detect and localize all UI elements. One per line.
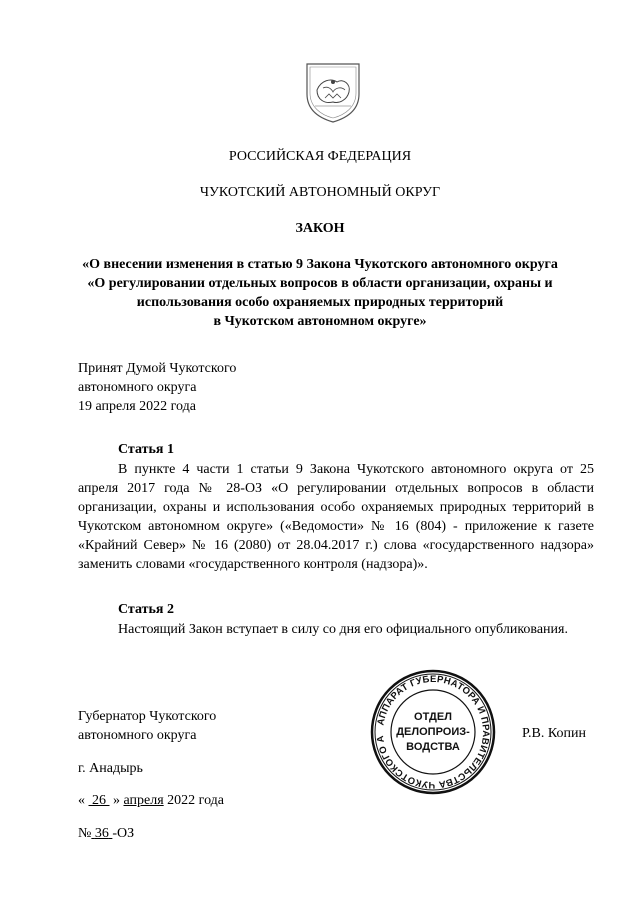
article-1-text: В пункте 4 части 1 статьи 9 Закона Чукотского автономного округа от 25 апреля 2017 года № 28-ОЗ «О регулировании отдельных вопросов в области организации, охраны и использования особо охраняемых природных территорий в Чукотском автономном округе» («Ведомости» № 16 (804) - приложение к газете «Крайний Север» № 16 (2080) от 28.04.2017 г.) слова «государственного надзора» заменить словами «государственного контроля (надзора)». bbox=[78, 462, 594, 572]
adoption-block bbox=[78, 359, 236, 416]
law-number bbox=[78, 826, 134, 842]
signing-date bbox=[78, 793, 224, 809]
stamp-center-line: ДЕЛОПРОИЗ- bbox=[396, 726, 470, 738]
law-title-line: «О регулировании отдельных вопросов в области организации, охраны и bbox=[87, 276, 553, 291]
signature-position bbox=[78, 707, 216, 745]
date-year: 2022 года bbox=[167, 793, 224, 808]
law-title bbox=[0, 255, 640, 331]
coat-of-arms-emblem bbox=[301, 60, 365, 124]
adoption-line: 19 апреля 2022 года bbox=[78, 399, 196, 414]
law-title-line: в Чукотском автономном округе» bbox=[213, 314, 427, 329]
adoption-line: автономного округа bbox=[78, 380, 197, 395]
signature-position-line: Губернатор Чукотского bbox=[78, 709, 217, 724]
signature-name: Р.В. Копин bbox=[522, 726, 586, 741]
stamp-center-line: ВОДСТВА bbox=[406, 741, 460, 753]
signature-position-line: автономного округа bbox=[78, 728, 197, 743]
date-month: апреля bbox=[123, 793, 164, 808]
law-number-suffix: -ОЗ bbox=[112, 826, 135, 841]
city: г. Анадырь bbox=[78, 761, 143, 776]
law-title-line: «О внесении изменения в статью 9 Закона Чукотского автономного округа bbox=[82, 257, 558, 272]
stamp-ring-text: АППАРАТ ГУБЕРНАТОРА И ПРАВИТЕЛЬСТВА ЧУКОТСКОГО А bbox=[375, 673, 492, 791]
date-quote-open: « bbox=[78, 793, 85, 808]
law-number-prefix: № bbox=[78, 826, 92, 841]
date-quote-close: » bbox=[113, 793, 120, 808]
law-title-line: использования особо охраняемых природных территорий bbox=[136, 295, 504, 310]
law-number-value: 36 bbox=[94, 826, 109, 841]
stamp-center-line: ОТДЕЛ bbox=[414, 711, 452, 723]
article-2-text: Настоящий Закон вступает в силу со дня его официального опубликования. bbox=[118, 622, 568, 637]
adoption-line: Принят Думой Чукотского bbox=[78, 361, 237, 376]
header-doc-type: ЗАКОН bbox=[295, 221, 345, 236]
header-region: ЧУКОТСКИЙ АВТОНОМНЫЙ ОКРУГ bbox=[199, 185, 441, 200]
header-country: РОССИЙСКАЯ ФЕДЕРАЦИЯ bbox=[228, 149, 412, 164]
article-2-heading: Статья 2 bbox=[118, 602, 174, 617]
department-stamp bbox=[369, 668, 497, 796]
date-day: 26 bbox=[92, 793, 106, 808]
article-1-heading: Статья 1 bbox=[118, 442, 174, 457]
